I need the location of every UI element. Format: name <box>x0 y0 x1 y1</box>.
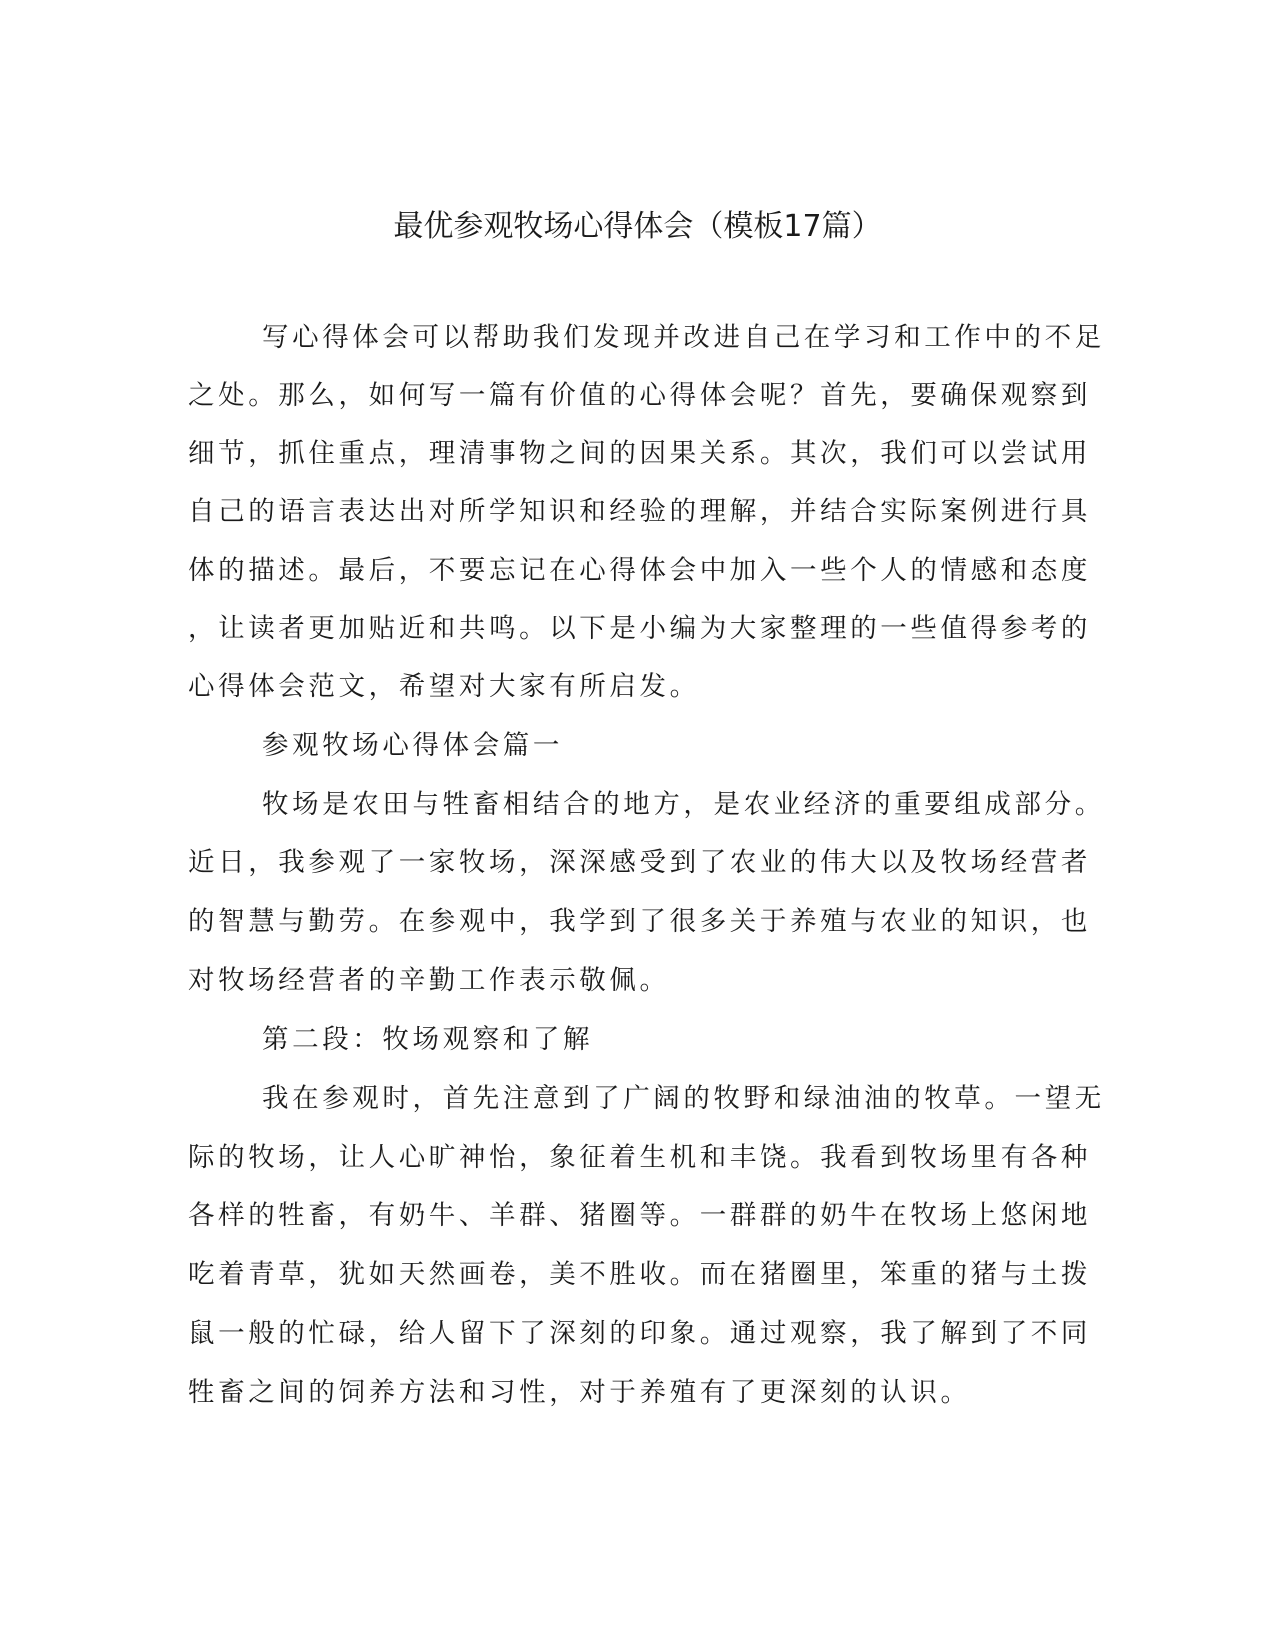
paragraph-line: 牧场是农田与牲畜相结合的地方，是农业经济的重要组成部分。 <box>262 789 1105 820</box>
paragraph-line: 吃着青草，犹如天然画卷，美不胜收。而在猪圈里，笨重的猪与土拨 <box>188 1259 1091 1290</box>
paragraph-line: 细节，抓住重点，理清事物之间的因果关系。其次，我们可以尝试用 <box>188 438 1091 469</box>
paragraph-line: 写心得体会可以帮助我们发现并改进自己在学习和工作中的不足 <box>262 322 1105 353</box>
paragraph-line: 鼠一般的忙碌，给人留下了深刻的印象。通过观察，我了解到了不同 <box>188 1318 1091 1349</box>
paragraph-line: 的智慧与勤劳。在参观中，我学到了很多关于养殖与农业的知识，也 <box>188 906 1091 937</box>
paragraph-line: 自己的语言表达出对所学知识和经验的理解，并结合实际案例进行具 <box>188 496 1091 527</box>
paragraph-line: 牲畜之间的饲养方法和习性，对于养殖有了更深刻的认识。 <box>188 1377 971 1408</box>
paragraph-line: 体的描述。最后，不要忘记在心得体会中加入一些个人的情感和态度 <box>188 555 1091 586</box>
paragraph-line: 心得体会范文，希望对大家有所启发。 <box>188 671 700 702</box>
paragraph-line: 之处。那么，如何写一篇有价值的心得体会呢？首先，要确保观察到 <box>188 380 1091 411</box>
paragraph-line: 对牧场经营者的辛勤工作表示敬佩。 <box>188 965 670 996</box>
paragraph-line: 我在参观时，首先注意到了广阔的牧野和绿油油的牧草。一望无 <box>262 1083 1105 1114</box>
section-heading: 第二段：牧场观察和了解 <box>262 1024 594 1055</box>
section-heading: 参观牧场心得体会篇一 <box>262 730 563 761</box>
paragraph-line: 近日，我参观了一家牧场，深深感受到了农业的伟大以及牧场经营者 <box>188 847 1091 878</box>
paragraph-line: 际的牧场，让人心旷神怡，象征着生机和丰饶。我看到牧场里有各种 <box>188 1142 1091 1173</box>
paragraph-line: 各样的牲畜，有奶牛、羊群、猪圈等。一群群的奶牛在牧场上悠闲地 <box>188 1200 1091 1231</box>
document-title: 最优参观牧场心得体会（模板17篇） <box>393 209 882 244</box>
paragraph-line: ，让读者更加贴近和共鸣。以下是小编为大家整理的一些值得参考的 <box>188 613 1091 644</box>
